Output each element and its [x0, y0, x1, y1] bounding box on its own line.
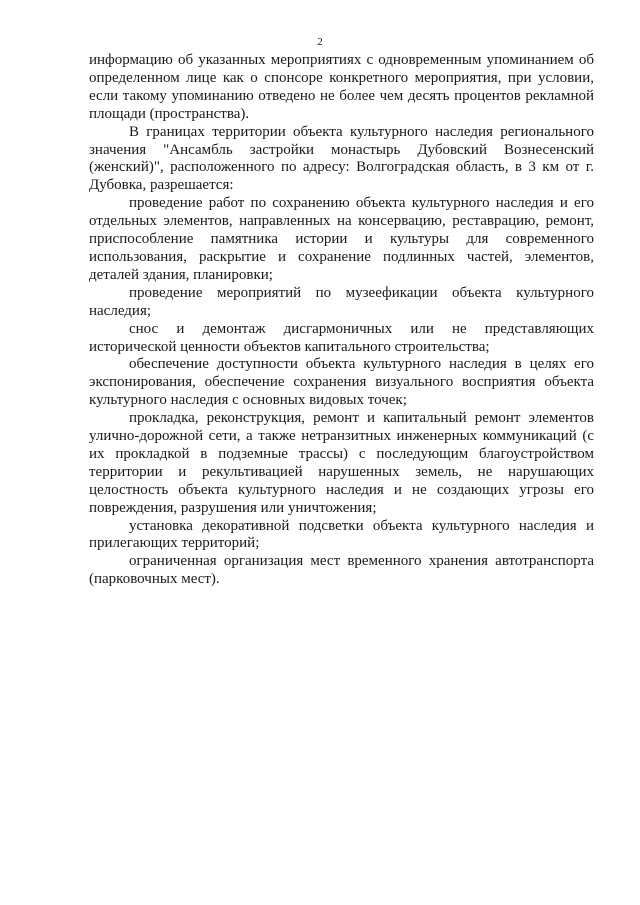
paragraph-demolition: снос и демонтаж дисгармоничных или не представляющих исторической ценности объектов капитального строительства; [89, 320, 594, 355]
paragraph-preservation-works: проведение работ по сохранению объекта культурного наследия и его отдельных элементов, направленных на консервацию, реставрацию, ремонт, приспособление памятника истории и культуры для современного использования, раскрытие и сохранение подлинных частей, элементов, деталей здания, планировки; [89, 195, 594, 283]
paragraph-accessibility: обеспечение доступности объекта культурного наследия в целях его экспонирования, обеспечение сохранения визуального восприятия объекта культурного наследия с основных видовых точек; [89, 356, 594, 409]
document-body [89, 52, 594, 589]
paragraph-permitted-intro: В границах территории объекта культурного наследия регионального значения "Ансамбль застройки монастырь Дубовский Вознесенский (женский)", расположенного по адресу: Волгоградская область, в 3 км от г. Дубовка, разрешается: [89, 123, 594, 194]
paragraph-museumification: проведение мероприятий по музеефикации объекта культурного наследия; [89, 284, 594, 319]
paragraph-parking: ограниченная организация мест временного хранения автотранспорта (парковочных мест). [89, 553, 594, 588]
paragraph-continuation: информацию об указанных мероприятиях с одновременным упоминанием об определенном лице как о спонсоре конкретного мероприятия, при условии, если такому упоминанию отведено не более чем десять процентов рекламной площади (пространства). [89, 52, 594, 122]
paragraph-lighting: установка декоративной подсветки объекта культурного наследия и прилегающих территорий; [89, 517, 594, 552]
page-number: 2 [317, 36, 323, 48]
paragraph-road-network: прокладка, реконструкция, ремонт и капитальный ремонт элементов улично-дорожной сети, а также нетранзитных инженерных коммуникаций (с их прокладкой в подземные трассы) с последующим благоустройством территории и рекультивацией нарушенных земель, не нарушающих целостность объекта культурного наследия и не создающих угрозы его повреждения, разрушения или уничтожения; [89, 410, 594, 516]
